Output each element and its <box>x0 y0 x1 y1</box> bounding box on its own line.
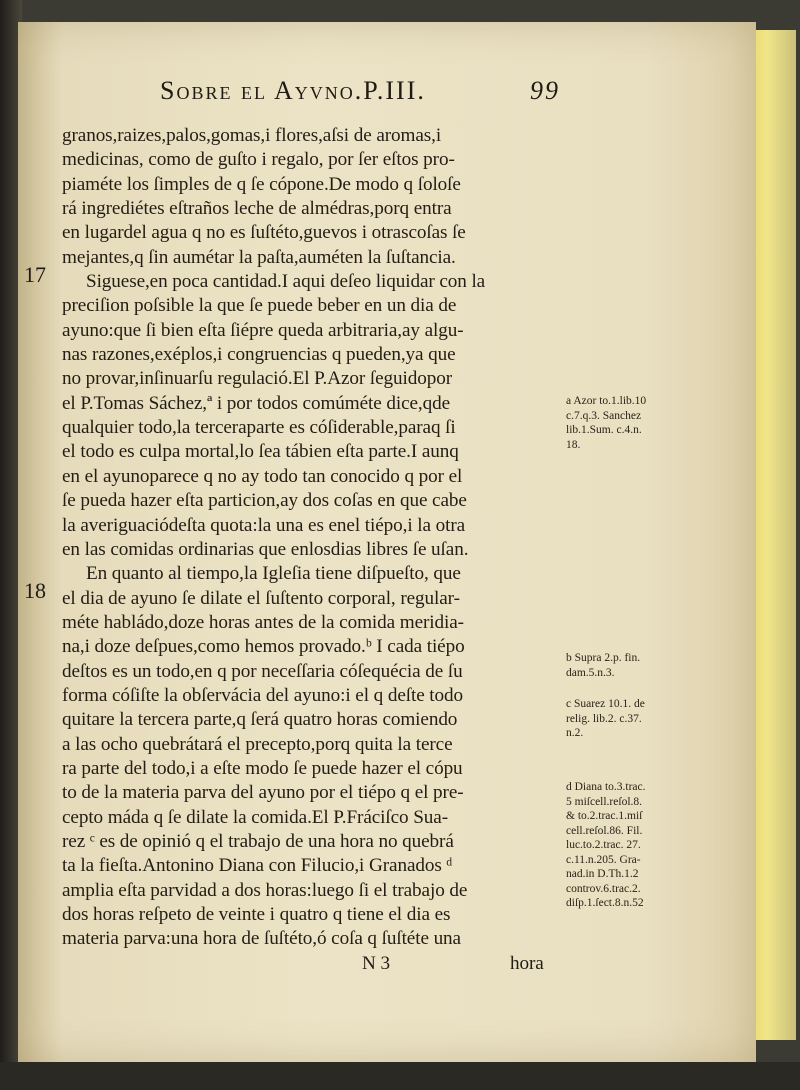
note-line: relig. lib.2. c.37. <box>566 712 642 725</box>
text-line: to de la materia parva del ayuno por el tiépo q el pre- <box>62 782 464 804</box>
note-line: c Suarez 10.1. de <box>566 698 645 710</box>
text-line: piaméte los ſimples de q ſe cópone.De modo q ſoloſe <box>62 173 461 195</box>
text-line: preciſion poſsible la que ſe puede beber en un dia de <box>62 295 457 317</box>
text-line: medicinas, como de guſto i regalo, por ſer eſtos pro- <box>62 149 455 171</box>
text-line: en el ayunoparece q no ay todo tan conocido q por el <box>62 465 463 487</box>
note-line: & to.2.trac.1.miſ <box>566 810 643 822</box>
note-line: b Supra 2.p. fin. <box>566 652 641 664</box>
text-line: qualquier todo,la terceraparte es cóſiderable,paraq ſi <box>62 417 456 439</box>
note-line: luc.to.2.trac. 27. <box>566 839 641 851</box>
note-line: d Diana to.3.trac. <box>566 781 646 793</box>
note-line: c.7.q.3. Sanchez <box>566 409 642 422</box>
text-line: el dia de ayuno ſe dilate el ſuſtento corporal, regular- <box>62 587 460 609</box>
note-line: n.2. <box>566 727 584 739</box>
note-line: lib.1.Sum. c.4.n. <box>566 424 642 436</box>
body-text <box>62 124 552 976</box>
text-line: rá ingrediétes eſtraños leche de almédras,porq entra <box>62 198 452 220</box>
text-line: mejantes,q ſin aumétar la paſta,auméten la ſuſtancia. <box>62 246 456 268</box>
text-line: materia parva:una hora de ſuſtéto,ó coſa q ſuſtéte una <box>62 928 461 950</box>
note-line: cell.reſol.86. Fil. <box>566 824 643 837</box>
note-line: controv.6.trac.2. <box>566 882 641 895</box>
text-line: Siguese,en poca cantidad.I aqui deſeo liquidar con la <box>86 271 486 293</box>
marginal-note-a <box>566 394 746 452</box>
text-line: ſe pueda hazer eſta particion,ay dos coſas en que cabe <box>62 490 467 512</box>
note-line: a Azor to.1.lib.10 <box>566 395 647 407</box>
text-line: rez ᶜ es de opinió q el trabajo de una hora no quebrá <box>62 830 454 852</box>
marginal-note-c <box>566 697 746 741</box>
catchword-line <box>62 952 552 976</box>
catchword: hora <box>509 952 544 974</box>
note-line: dam.5.n.3. <box>566 666 615 679</box>
text-line: amplia eſta parvidad a dos horas:luego ſi el trabajo de <box>62 879 468 901</box>
text-line: dos horas reſpeto de veinte i quatro q tiene el dia es <box>62 904 451 925</box>
text-line: méte habládo,doze horas antes de la comida meridia- <box>62 611 464 633</box>
text-line: el todo es culpa mortal,lo ſea tábien eſta parte.I aunq <box>62 441 459 463</box>
text-line: na,i doze deſpues,como hemos provado.ᵇ I cada tiépo <box>62 636 465 658</box>
signature-mark: N 3 <box>362 952 390 974</box>
note-line: c.11.n.205. Gra- <box>566 853 641 866</box>
text-line: la averiguaciódeſta quota:la una es enel tiépo,i la otra <box>62 514 466 536</box>
text-line: cepto máda q ſe dilate la comida.El P.Fráciſco Sua- <box>62 806 448 828</box>
bottom-edge <box>0 1062 800 1090</box>
note-line: 5 miſcell.reſol.8. <box>566 795 643 808</box>
text-line: no provar,inſinuarſu regulació.El P.Azor ſeguidopor <box>62 368 453 390</box>
note-line: 18. <box>566 438 581 451</box>
page-number: 99 <box>530 76 560 105</box>
text-line: granos,raizes,palos,gomas,i flores,aſsi de aromas,i <box>62 125 442 146</box>
running-header <box>160 76 580 106</box>
marginal-note-d <box>566 780 746 911</box>
note-line: diſp.1.ſect.8.n.52 <box>566 897 644 909</box>
header-title: Sobre el Ayvno.P.III. <box>160 76 426 105</box>
text-line: deſtos es un todo,en q por neceſſaria cóſequécia de ſu <box>62 660 463 682</box>
marginal-note-b <box>566 651 746 680</box>
margin-number: 18 <box>24 578 46 603</box>
text-line: en las comidas ordinarias que enlosdias libres ſe uſan. <box>62 538 469 560</box>
text-line: ra parte del todo,i a eſte modo ſe puede hazer el cópu <box>62 757 463 779</box>
text-line: ayuno:que ſi bien eſta ſiépre queda arbitraria,ay algu- <box>62 319 464 341</box>
text-line: forma cóſiſte la obſervácia del ayuno:i el q deſte todo <box>62 684 464 706</box>
text-line: En quanto al tiempo,la Igleſia tiene diſpueſto, que <box>86 563 461 585</box>
note-line: nad.in D.Th.1.2 <box>566 868 639 880</box>
text-line: quitare la tercera parte,q ſerá quatro horas comiendo <box>62 709 458 731</box>
text-line: en lugardel agua q no es ſuſtéto,guevos i otrascoſas ſe <box>62 222 466 244</box>
text-line: a las ocho quebrátará el precepto,porq quita la terce <box>62 733 453 755</box>
text-line: nas razones,exéplos,i congruencias q pueden,ya que <box>62 344 456 366</box>
text-line: el P.Tomas Sáchez,ª i por todos comúméte dice,qde <box>62 392 451 414</box>
margin-number: 17 <box>24 262 46 287</box>
text-line: ta la fieſta.Antonino Diana con Filucio,i Granados ᵈ <box>62 855 453 877</box>
